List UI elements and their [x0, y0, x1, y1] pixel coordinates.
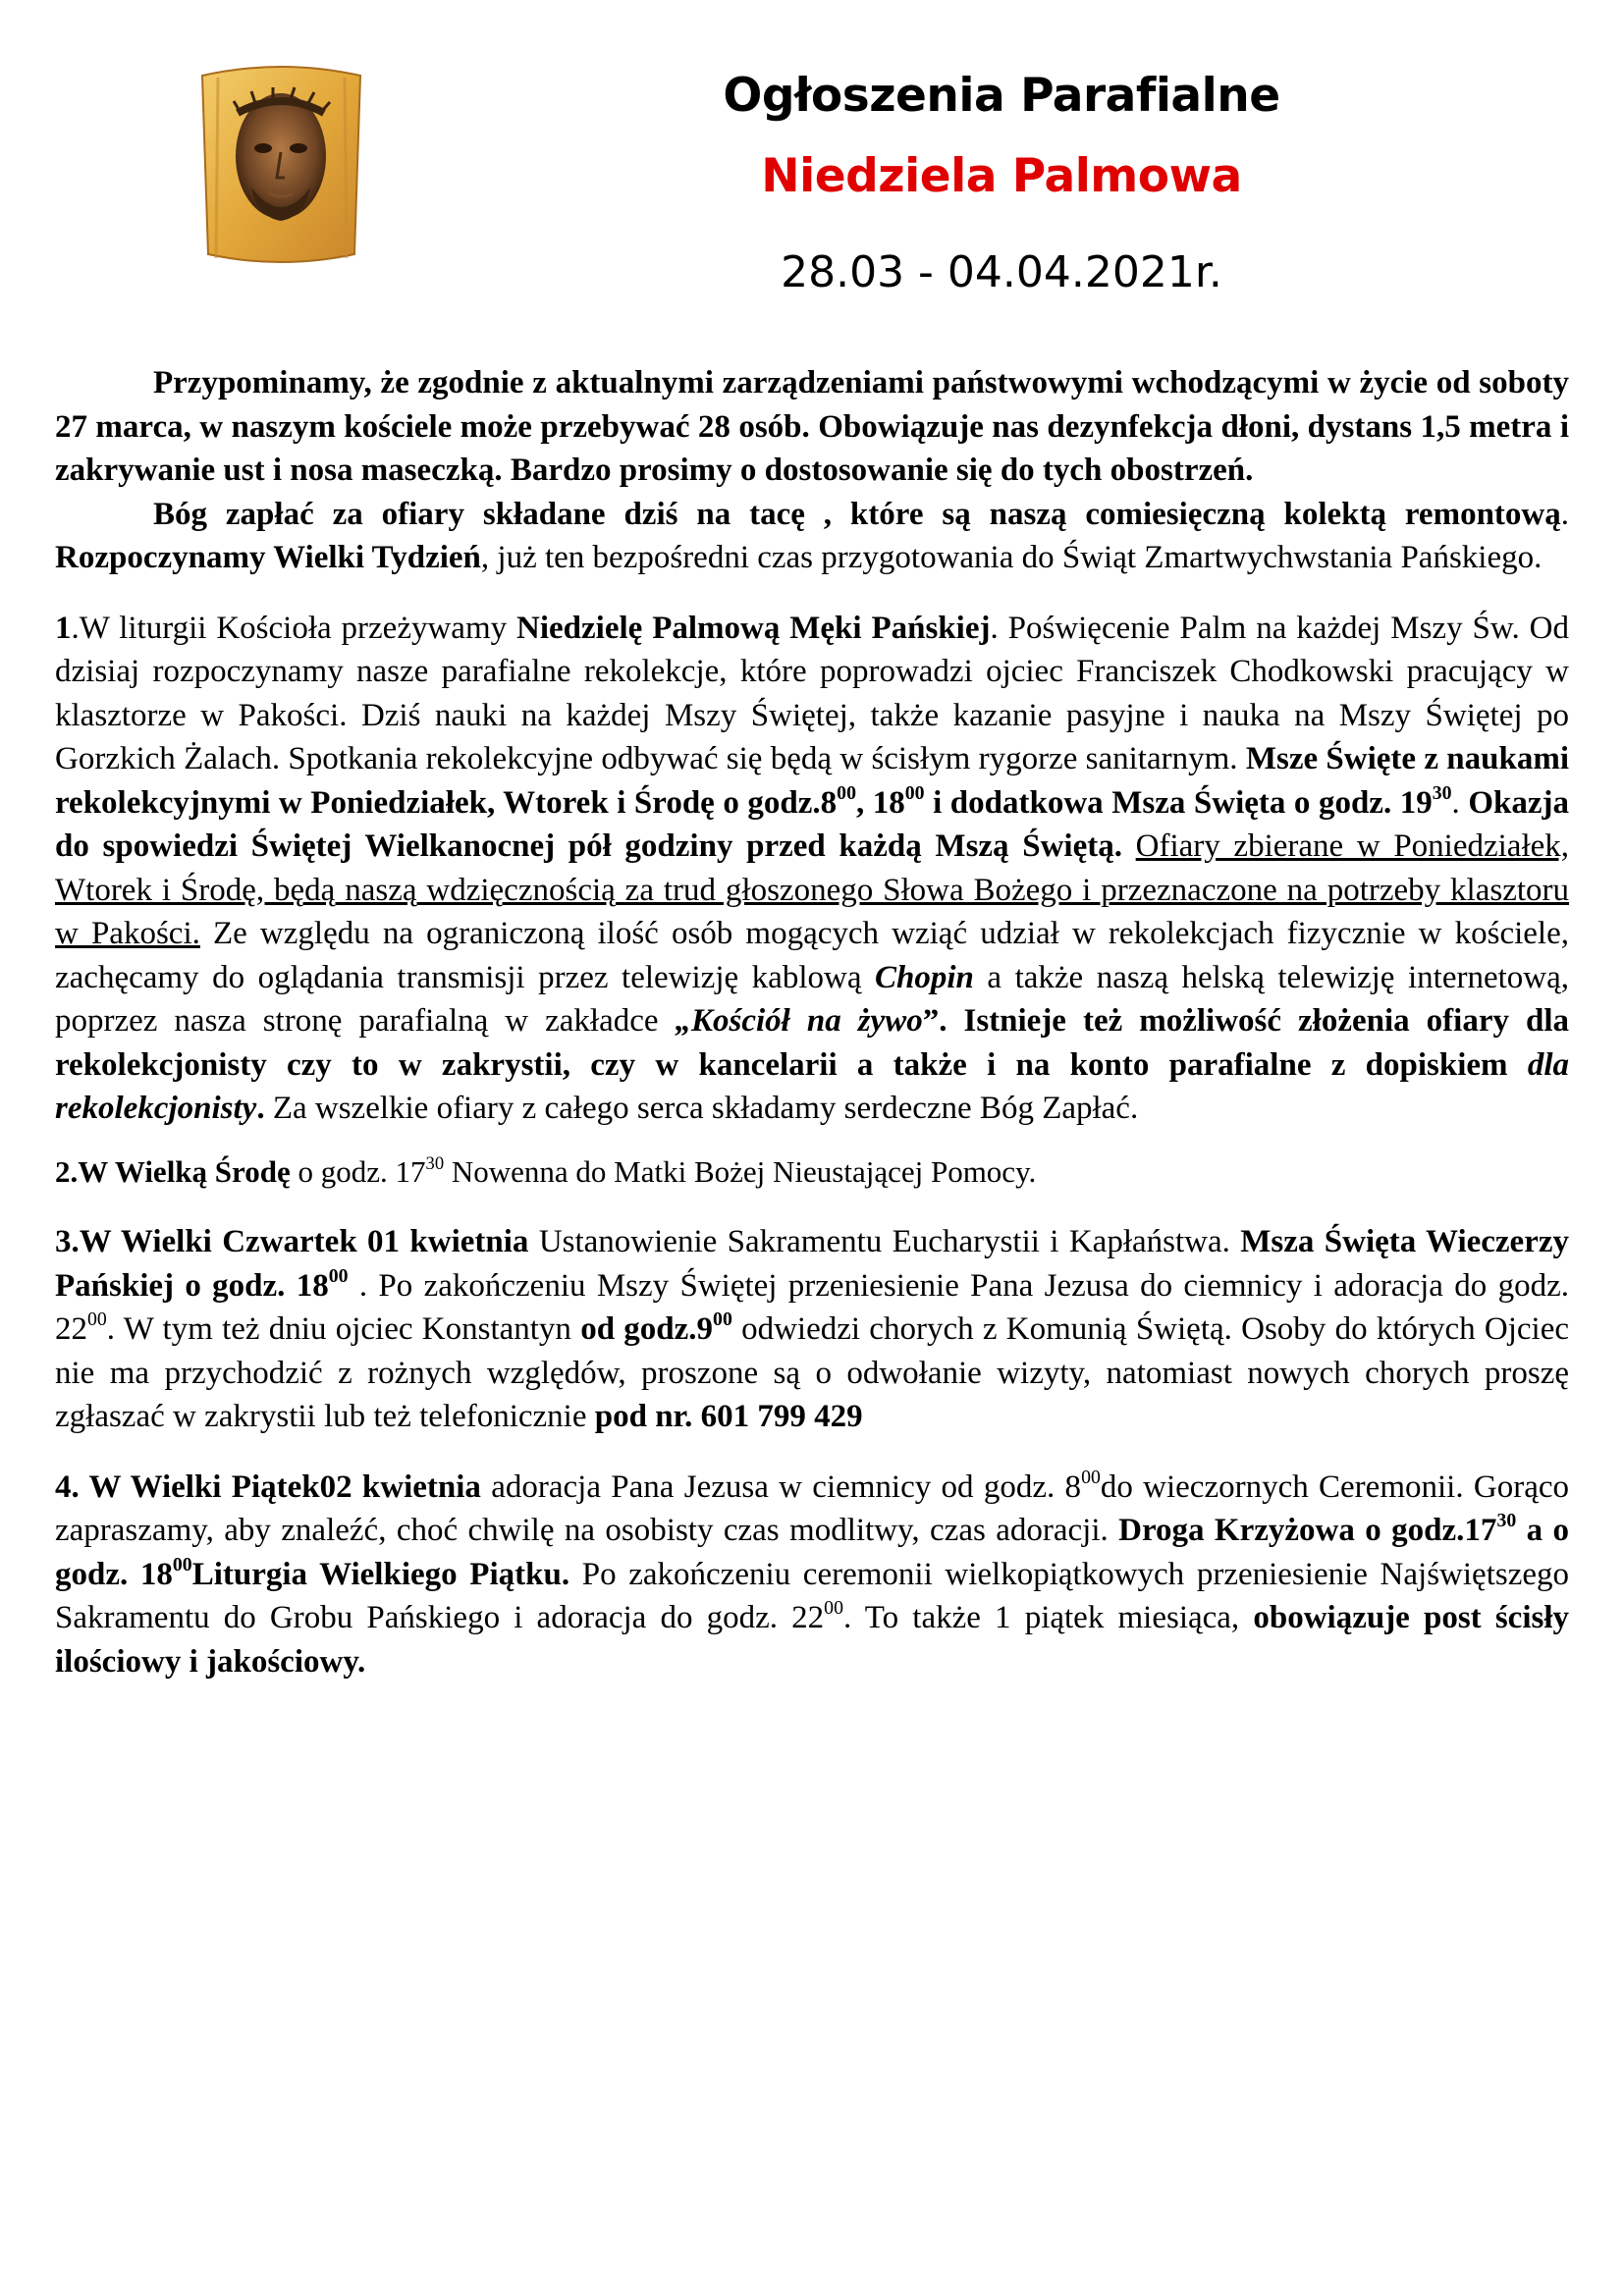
item-text: . W tym też dniu ojciec Konstantyn [106, 1311, 581, 1347]
item-bold: od godz.9 [580, 1311, 714, 1347]
intro-bold: Rozpoczynamy Wielki Tydzień [55, 540, 481, 575]
item-bold: ”. Istnieje też możliwość złożenia ofiary dla rekolekcjonisty czy to w zakrystii, czy w kancelarii a także i na konto parafialne z dopiskiem [55, 1003, 1569, 1083]
time-superscript: 30 [1496, 1510, 1517, 1532]
item-text: . Po zakończeniu Mszy Świętej przeniesienie Pana Jezusa do ciemnicy i adoracja do godz. 22 [55, 1267, 1569, 1347]
christ-face-icon [196, 62, 366, 267]
item-text: .W liturgii Kościoła przeżywamy [71, 610, 517, 646]
announcement-item-2 [55, 1150, 1569, 1195]
item-bold: 3.W Wielki Czwartek 01 kwietnia [55, 1224, 529, 1259]
veil-of-veronica-image [196, 62, 366, 267]
intro-text: , już ten bezpośredni czas przygotowania do Świąt Zmartwychwstania Pańskiego. [480, 540, 1543, 575]
intro-bold: Bóg zapłać za ofiary składane dziś na tacę , które są naszą comiesięczną kolektą remontową [153, 496, 1561, 532]
item-bold-italic: „Kościół na żywo [675, 1003, 923, 1039]
time-superscript: 00 [904, 781, 925, 804]
item-bold: Droga Krzyżowa o godz.17 [1118, 1513, 1497, 1548]
item-text: Ustanowienie Sakramentu Eucharystii i Kapłaństwa. [528, 1224, 1241, 1259]
item-bold-italic: dla rekolekcjonisty [55, 1046, 1569, 1126]
page-title: Ogłoszenia Parafialne [723, 69, 1280, 123]
time-superscript: 30 [425, 1152, 445, 1174]
time-superscript: 30 [1432, 781, 1452, 804]
item-bold: . [256, 1091, 265, 1126]
phone-number: pod nr. 601 799 429 [594, 1399, 863, 1434]
item-bold: Niedzielę Palmową Męki Pańskiej [516, 610, 991, 646]
item-bold-italic: Chopin [875, 959, 974, 995]
time-superscript: 00 [1081, 1466, 1101, 1488]
item-text [1122, 828, 1136, 864]
item-text: Nowenna do Matki Bożej Nieustającej Pomocy. [444, 1153, 1037, 1189]
item-underlined: Ofiary zbierane w Poniedziałek, Wtorek i Środę, będą naszą wdzięcznością za trud głoszonego Słowa Bożego i przeznaczone na potrzeby klasztoru w Pakości. [55, 828, 1570, 951]
item-number: 1 [55, 610, 72, 646]
item-bold: 2.W Wielką Środę [55, 1153, 291, 1189]
item-bold: , 18 [855, 784, 905, 821]
item-bold: i dodatkowa Msza Święta o godz. 19 [924, 784, 1433, 821]
announcement-item-4 [55, 1466, 1569, 1684]
item-text: do wieczornych Ceremonii. Gorąco zapraszamy, aby znaleźć, choć chwilę na osobisty czas modlitwy, czas adoracji. [55, 1468, 1569, 1548]
time-superscript: 00 [713, 1308, 732, 1331]
header [628, 65, 1375, 302]
item-bold: Msze Święte z naukami rekolekcyjnymi w Poniedziałek, Wtorek i Środę o godz.8 [55, 741, 1569, 821]
item-text: . Poświęcenie Palm na każdej Mszy Św. Od dzisiaj rozpoczynamy nasze parafialne rekolekcje, które poprowadzi ojciec Franciszek Chodkowski pracujący w klasztorze w Pakości. Dziś nauki na każdej Mszy Świętej, także kazanie pasyjne i nauka na Mszy Świętej po Gorzkich Żalach. Spotkania rekolekcyjne odbywać się będą w ścisłym rygorze sanitarnym. [55, 610, 1569, 776]
item-bold: Okazja do spowiedzi Świętej Wielkanocnej pół godziny przed każdą Mszą Świętą. [55, 784, 1569, 864]
intro-paragraph-2 [55, 493, 1569, 580]
item-bold: Msza Święta Wieczerzy Pańskiej o godz. 18 [55, 1224, 1570, 1304]
item-text: . [1451, 784, 1469, 821]
item-text: Po zakończeniu ceremonii wielkopiątkowych przeniesienie Najświętszego Sakramentu do Grobu Pańskiego i adoracja do godz. 22 [55, 1556, 1569, 1635]
item-text: a także naszą helską telewizję internetową, poprzez nasza stronę parafialną w zakładce [55, 959, 1569, 1039]
time-superscript: 00 [87, 1308, 107, 1331]
intro-text: Przypominamy, że zgodnie z aktualnymi zarządzeniami państwowymi wchodzącymi w życie od soboty 27 marca, w naszym kościele może przebywać 28 osób. Obowiązuje nas dezynfekcja dłoni, dystans 1,5 metra i zakrywanie ust i nosa maseczką. Bardzo prosimy o dostosowanie się do tych obostrzeń. [55, 365, 1569, 488]
announcements-body [55, 361, 1569, 1683]
item-text: odwiedzi chorych z Komunią Świętą. Osoby do których Ojciec nie ma przychodzić z rożnych względów, proszone są o odwołanie wizyty, natomiast nowych chorych proszę zgłaszać w zakrystii lub też telefonicznie [55, 1311, 1569, 1434]
time-superscript: 00 [328, 1264, 349, 1287]
item-text: . To także 1 piątek miesiąca, [842, 1600, 1254, 1635]
announcement-item-1 [55, 607, 1569, 1131]
page-subtitle: Niedziela Palmowa [761, 149, 1242, 203]
item-text: Za wszelkie ofiary z całego serca składamy serdeczne Bóg Zapłać. [264, 1091, 1139, 1126]
item-bold: 4. W Wielki Piątek02 kwietnia [55, 1468, 481, 1505]
item-text: Ze względu na ograniczoną ilość osób mogących wziąć udział w rekolekcjach fizycznie w kościele, zachęcamy do oglądania transmisji przez telewizję kablową [55, 916, 1569, 995]
item-text: o godz. 17 [290, 1153, 426, 1189]
intro-text: . [1560, 496, 1569, 532]
item-bold: a o godz. 18 [55, 1513, 1570, 1592]
item-text: adoracja Pana Jezusa w ciemnicy od godz. 8 [480, 1468, 1082, 1505]
intro-paragraph-1 [55, 361, 1569, 493]
announcement-item-3 [55, 1220, 1569, 1439]
item-bold: obowiązuje post ścisły ilościowy i jakościowy. [55, 1600, 1570, 1680]
time-superscript: 00 [837, 781, 856, 804]
item-bold: Liturgia Wielkiego Piątku. [191, 1556, 570, 1592]
date-range: 28.03 - 04.04.2021r. [781, 247, 1222, 297]
time-superscript: 00 [172, 1553, 192, 1575]
time-superscript: 00 [824, 1597, 843, 1620]
